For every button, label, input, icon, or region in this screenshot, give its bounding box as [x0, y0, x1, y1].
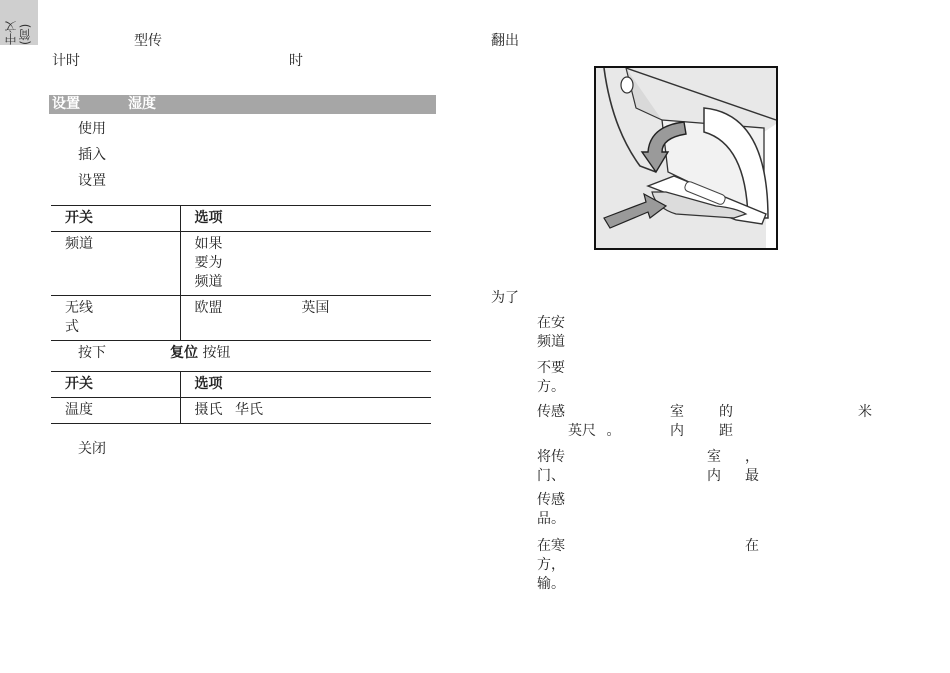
list-item-text: 室内	[707, 449, 721, 484]
cell-text: 频道	[65, 236, 93, 252]
intro-line-2a: 计时	[52, 53, 80, 69]
cell-text: 如果	[194, 236, 223, 252]
list-item-text: 室内	[670, 404, 684, 439]
step-2: 插入	[78, 147, 106, 163]
list-item-text: 方，	[537, 557, 565, 573]
settings-table-2	[51, 371, 431, 424]
press-text: 按下	[78, 345, 106, 361]
language-tab-label: 中文(简)	[4, 21, 32, 45]
list-item-text: 米	[858, 404, 872, 420]
table-header-row	[51, 206, 431, 232]
cell-text: 华氏	[234, 402, 263, 418]
list-item-text: 门、	[537, 468, 565, 484]
table-header-switch: 开关	[51, 206, 180, 232]
list-item-text: 传感	[537, 404, 565, 420]
list-item	[537, 448, 759, 486]
settings-table-1	[51, 205, 431, 341]
table-cell-value	[180, 398, 431, 424]
list-item	[537, 403, 872, 441]
step-1: 使用	[78, 121, 106, 137]
list-item-text: 在安	[537, 315, 565, 331]
list-item	[537, 359, 565, 397]
table-cell-value	[180, 296, 431, 341]
list-item-text: 传感	[537, 492, 565, 508]
reset-button-label: 复位	[170, 345, 198, 361]
table-cell-key	[51, 232, 180, 296]
list-item	[537, 491, 565, 529]
list-item-text: 英尺	[568, 423, 596, 439]
table-header-switch: 开关	[51, 372, 180, 398]
list-item	[537, 537, 759, 594]
cell-text: 摄氏	[194, 402, 223, 418]
language-tab	[0, 0, 38, 45]
intro-line-2b: 时	[289, 53, 303, 69]
cell-text: 无线	[65, 300, 93, 316]
list-item-text: ，最	[745, 449, 759, 484]
stand-illustration	[594, 66, 778, 250]
section-heading-part1: 设置	[52, 96, 80, 112]
cell-text: 要为	[194, 255, 223, 271]
table-row	[51, 232, 431, 296]
list-item-text: 。	[606, 423, 621, 439]
section-heading-part2: 湿度	[128, 96, 156, 112]
table-cell-key	[51, 296, 180, 341]
press-line	[78, 344, 230, 362]
table-row	[51, 398, 431, 424]
table-header-options: 选项	[194, 210, 223, 226]
button-text: 按钮	[202, 345, 231, 361]
list-item-text: 的距	[719, 404, 733, 439]
close-step: 关闭	[78, 441, 106, 457]
rotate-arrow-icon	[596, 68, 776, 248]
list-item-text: 将传	[537, 449, 565, 465]
step-3: 设置	[78, 173, 106, 189]
right-title: 翻出	[491, 33, 519, 49]
right-intro: 为了	[491, 290, 519, 306]
list-item-text: 在	[745, 538, 759, 554]
list-item-text: 频道	[537, 334, 565, 350]
cell-text: 式	[65, 319, 79, 335]
table-cell-value	[180, 232, 431, 296]
list-item-text: 在寒	[537, 538, 565, 554]
cell-text: 英国	[301, 300, 330, 316]
cell-text: 欧盟	[194, 300, 223, 316]
list-item	[537, 314, 565, 352]
cell-text: 频道	[194, 274, 223, 290]
table-header-row	[51, 372, 431, 398]
table-cell-key: 温度	[51, 398, 180, 424]
list-item-text: 输。	[537, 576, 565, 592]
table-row	[51, 296, 431, 341]
intro-line-1: 型传	[134, 33, 162, 49]
list-item-text: 品。	[537, 511, 565, 527]
list-item-text: 方。	[537, 379, 565, 395]
list-item-text: 不要	[537, 360, 565, 376]
section-heading-bar	[49, 95, 436, 114]
table-header-options: 选项	[194, 376, 223, 392]
